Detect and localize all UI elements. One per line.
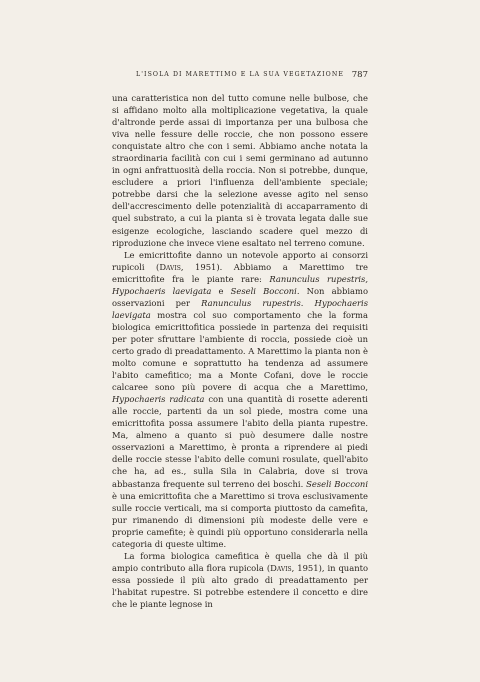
paragraph-3: La forma biologica camefitica è quella che dà il più ampio contributo alla flora rupicola (Davis, 1951), in quanto essa possiede il più alto grado di preadattamento per l'habitat rupestre. Si potrebbe estendere il concetto e dire che le piante legnose in bbox=[112, 550, 369, 609]
paragraph-1: una caratteristica non del tutto comune nelle bulbose, che si affidano molto alla moltiplicazione vegetativa, la quale d'altronde perde assai di importanza per una bulbosa che viva nelle fessure delle roccie, che non possono essere conquistate altro che con i semi. Abbiamo anche notata la straordinaria facilità con cui i semi germinano ad autunno in ogni anfrattuosità della roccia. Non si potrebbe, dunque, escludere a priori l'influenza dell'ambiente speciale; potrebbe darsi che la selezione avesse agito nel senso dell'accrescimento delle potenzialità di accaparramento di quel substrato, a cui la pianta si è trovata legata dalle sue esigenze ecologiche, lasciando scadere quel mezzo di riproduzione che invece viene esaltato nel terreno comune. bbox=[112, 93, 368, 248]
species-name: Hypochaeris laevigata bbox=[112, 297, 368, 320]
species-name: Ranunculus rupestris bbox=[201, 297, 301, 308]
species-name: Hypochaeris radicata bbox=[112, 394, 205, 405]
paragraph-2: Le emicrittofite danno un notevole apporto ai consorzi rupicoli (Davis, 1951). Abbiamo a Marettimo tre emicrittofite fra le piante rare: Ranunculus rupestris, Hypochaeris laevigata e Seseli Bocconi. Non abbiamo osservazioni per Ranunculus rupestris. Hypochaeris laevigata mostra col suo comportamento che la forma biologica emicrittofitica possiede in partenza dei requisiti per poter sfruttare l'ambiente di roccia, possiede cioè un certo grado di preadattamento. A Marettimo la pianta non è molto comune e soprattutto ha tendenza ad assumere l'abito camefitico; ma a Monte Cofani, dove le roccie calcaree sono più povere di acqua che a Marettimo, Hypochaeris radicata con una quantità di rosette aderenti alle roccie, partenti da un sol piede, mostra come una emicrittofita possa assumere l'abito della pianta rupestre. Ma, almeno a quanto si può desumere dalle nostre osservazioni a Marettimo, è pronta a riprendere ai piedi delle roccie stesse l'abito delle comuni rosulate, quell'abito che ha, ad es., sulla Sila in Calabria, dove si trova abbastanza frequente sul terreno dei boschi. Seseli Bocconi è una emicrittofita che a Marettimo si trova esclusivamente sulle roccie verticali, ma si comporta piuttosto da camefita, pur rimanendo di dimensioni più modeste delle vere e proprie camefite; è quindi più opportuno considerarla nella categoria di queste ultime. bbox=[112, 249, 369, 549]
species-name: Seseli Bocconi bbox=[306, 478, 368, 489]
species-name: Ranunculus rupestris, Hypochaeris laevigata bbox=[112, 273, 369, 296]
citation-author: Davis bbox=[270, 562, 292, 573]
running-title: L'ISOLA DI MARETTIMO E LA SUA VEGETAZIONE bbox=[136, 71, 344, 78]
citation-author: Davis bbox=[159, 261, 181, 272]
body-text bbox=[112, 92, 368, 610]
species-name: Seseli Bocconi bbox=[230, 285, 297, 296]
page-number: 787 bbox=[351, 70, 368, 80]
page-header bbox=[112, 70, 368, 82]
